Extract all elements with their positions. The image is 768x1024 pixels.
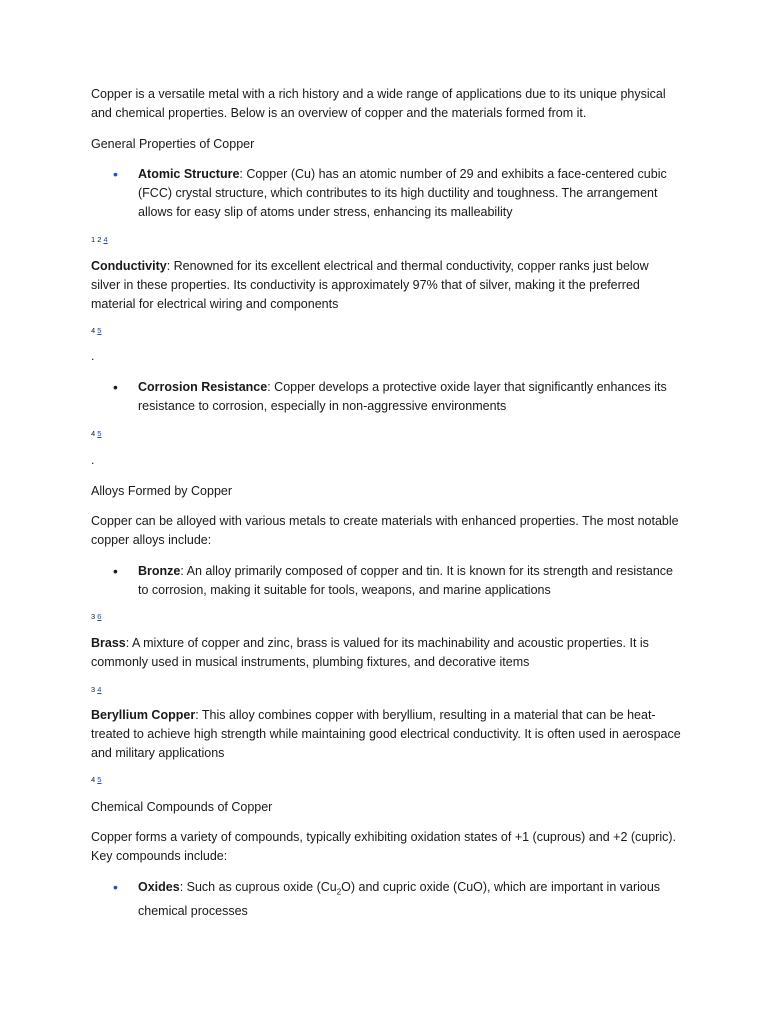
ref-link[interactable]: 5 [97, 429, 102, 438]
stray-dot: . [91, 453, 95, 467]
ref-plain: 4 [91, 429, 98, 438]
stray-dot: . [91, 349, 95, 363]
oxides-text-before: : Such as cuprous oxide (Cu [179, 880, 337, 894]
refs-bronze [91, 612, 101, 622]
alloys-intro-paragraph: Copper can be alloyed with various metals to create materials with enhanced properties. The most notable copper alloys include: [91, 514, 679, 547]
heading-alloys: Alloys Formed by Copper [91, 484, 233, 498]
term-bronze: Bronze [138, 564, 181, 578]
brass-text: : A mixture of copper and zinc, brass is valued for its machinability and acoustic properties. It is commonly used in musical instruments, plumbing fixtures, and decorative items [91, 636, 649, 669]
term-brass: Brass [91, 636, 126, 650]
refs-beryllium [91, 775, 101, 785]
term-beryllium-copper: Beryllium Copper [91, 708, 196, 722]
bullet-bronze: • [113, 563, 118, 579]
corrosion-text: : Copper develops a protective oxide layer that significantly enhances its resistance to corrosion, especially in non-aggressive environments [138, 380, 667, 413]
term-conductivity: Conductivity [91, 259, 167, 273]
list-item-atomic-structure [138, 165, 678, 222]
list-item-corrosion-resistance [138, 378, 678, 416]
ref-plain: 4 [91, 775, 98, 784]
ref-link[interactable]: 6 [97, 612, 102, 621]
ref-plain: 4 [91, 326, 98, 335]
atomic-text: : Copper (Cu) has an atomic number of 29 and exhibits a face-centered cubic (FCC) crystal structure, which contributes to its high ductility and toughness. The arrangement allows for easy slip of atoms under stress, enhancing its malleability [138, 167, 667, 219]
refs-corrosion [91, 429, 101, 439]
oxides-text-after: O) and cupric oxide (CuO), which are important in various chemical processes [138, 880, 661, 918]
heading-general-properties: General Properties of Copper [91, 137, 255, 151]
beryllium-text: : This alloy combines copper with beryllium, resulting in a material that can be heat-treated to achieve high strength while maintaining good electrical conductivity. It is often used in aerospace and military applications [91, 708, 681, 760]
term-corrosion: Corrosion Resistance [138, 380, 268, 394]
list-item-bronze [138, 562, 678, 600]
conductivity-text: : Renowned for its excellent electrical and thermal conductivity, copper ranks just below silver in these properties. Its conductivity is approximately 97% that of silver, making it the preferred material for electrical wiring and components [91, 259, 649, 311]
term-atomic-structure: Atomic Structure [138, 167, 240, 181]
refs-atomic [91, 235, 108, 245]
bullet-atomic: • [113, 166, 118, 182]
list-item-oxides [138, 878, 678, 921]
bronze-text: : An alloy primarily composed of copper and tin. It is known for its strength and resistance to corrosion, making it suitable for tools, weapons, and marine applications [138, 564, 673, 597]
ref-link[interactable]: 4 [103, 235, 108, 244]
paragraph-conductivity [91, 257, 681, 314]
ref-link[interactable]: 5 [97, 775, 102, 784]
compounds-intro-paragraph: Copper forms a variety of compounds, typically exhibiting oxidation states of +1 (cuprous) and +2 (cupric). Key compounds include: [91, 830, 677, 863]
ref-link[interactable]: 4 [97, 685, 102, 694]
paragraph-beryllium-copper [91, 706, 681, 763]
intro-paragraph: Copper is a versatile metal with a rich history and a wide range of applications due to its unique physical and chemical properties. Below is an overview of copper and the materials formed from it. [91, 87, 666, 120]
term-oxides: Oxides [138, 880, 180, 894]
paragraph-brass [91, 634, 681, 672]
ref-plain: 3 [91, 685, 98, 694]
bullet-corrosion: • [113, 379, 118, 395]
ref-link[interactable]: 5 [97, 326, 102, 335]
heading-compounds: Chemical Compounds of Copper [91, 800, 273, 814]
refs-conductivity [91, 326, 101, 336]
refs-brass [91, 685, 101, 695]
bullet-oxides: • [113, 879, 118, 895]
ref-plain: 3 [91, 612, 98, 621]
ref-plain: 1 2 [91, 235, 104, 244]
oxides-subscript: 2 [336, 887, 342, 897]
